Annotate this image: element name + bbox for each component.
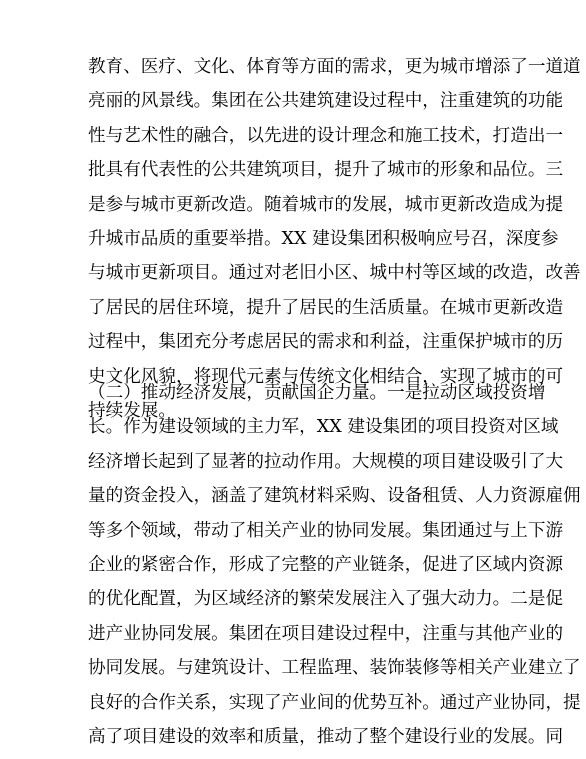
paragraph-line: 企业的紧密合作，形成了完整的产业链条，促进了区域内资源 [88, 554, 564, 575]
paragraph-line: 协同发展。与建筑设计、工程监理、装饰装修等相关产业建立了 [88, 658, 581, 679]
paragraph-line: 进产业协同发展。集团在项目建设过程中，注重与其他产业的 [88, 623, 564, 644]
paragraph-line: 了居民的居住环境，提升了居民的生活质量。在城市更新改造 [88, 297, 564, 318]
paragraph-line: 的优化配置，为区域经济的繁荣发展注入了强大动力。二是促 [88, 589, 564, 610]
paragraph-line: 长。作为建设领域的主力军，XX 建设集团的项目投资对区域 [88, 417, 559, 438]
paragraph-line: 史文化风貌，将现代元素与传统文化相结合，实现了城市的可 [88, 366, 564, 387]
paragraph-line: 持续发展。 [88, 400, 176, 421]
paragraph-line: 量的资金投入，涵盖了建筑材料采购、设备租赁、人力资源雇佣 [88, 486, 581, 507]
paragraph-line: 升城市品质的重要举措。XX 建设集团积极响应号召，深度参 [88, 228, 559, 249]
paragraph-line: 良好的合作关系，实现了产业间的优势互补。通过产业协同，提 [88, 692, 581, 713]
paragraph-line: 经济增长起到了显著的拉动作用。大规模的项目建设吸引了大 [88, 451, 564, 472]
paragraph-line: 过程中，集团充分考虑居民的需求和利益，注重保护城市的历 [88, 332, 564, 353]
paragraph-line: 是参与城市更新改造。随着城市的发展，城市更新改造成为提 [88, 194, 564, 215]
paragraph-line: 亮丽的风景线。集团在公共建筑建设过程中，注重建筑的功能 [88, 91, 564, 112]
paragraph-line: 性与艺术性的融合，以先进的设计理念和施工技术，打造出一 [88, 125, 564, 146]
paragraph-line: 教育、医疗、文化、体育等方面的需求，更为城市增添了一道道 [88, 57, 581, 77]
paragraph-line: （二）推动经济发展，贡献国企力量。一是拉动区域投资增 [88, 383, 546, 403]
paragraph-line: 等多个领域，带动了相关产业的协同发展。集团通过与上下游 [88, 520, 564, 541]
paragraph-line: 批具有代表性的公共建筑项目，提升了城市的形象和品位。三 [88, 160, 564, 181]
paragraph-line: 高了项目建设的效率和质量，推动了整个建设行业的发展。同 [88, 726, 564, 747]
paragraph-line: 与城市更新项目。通过对老旧小区、城中村等区域的改造，改善 [88, 263, 581, 284]
